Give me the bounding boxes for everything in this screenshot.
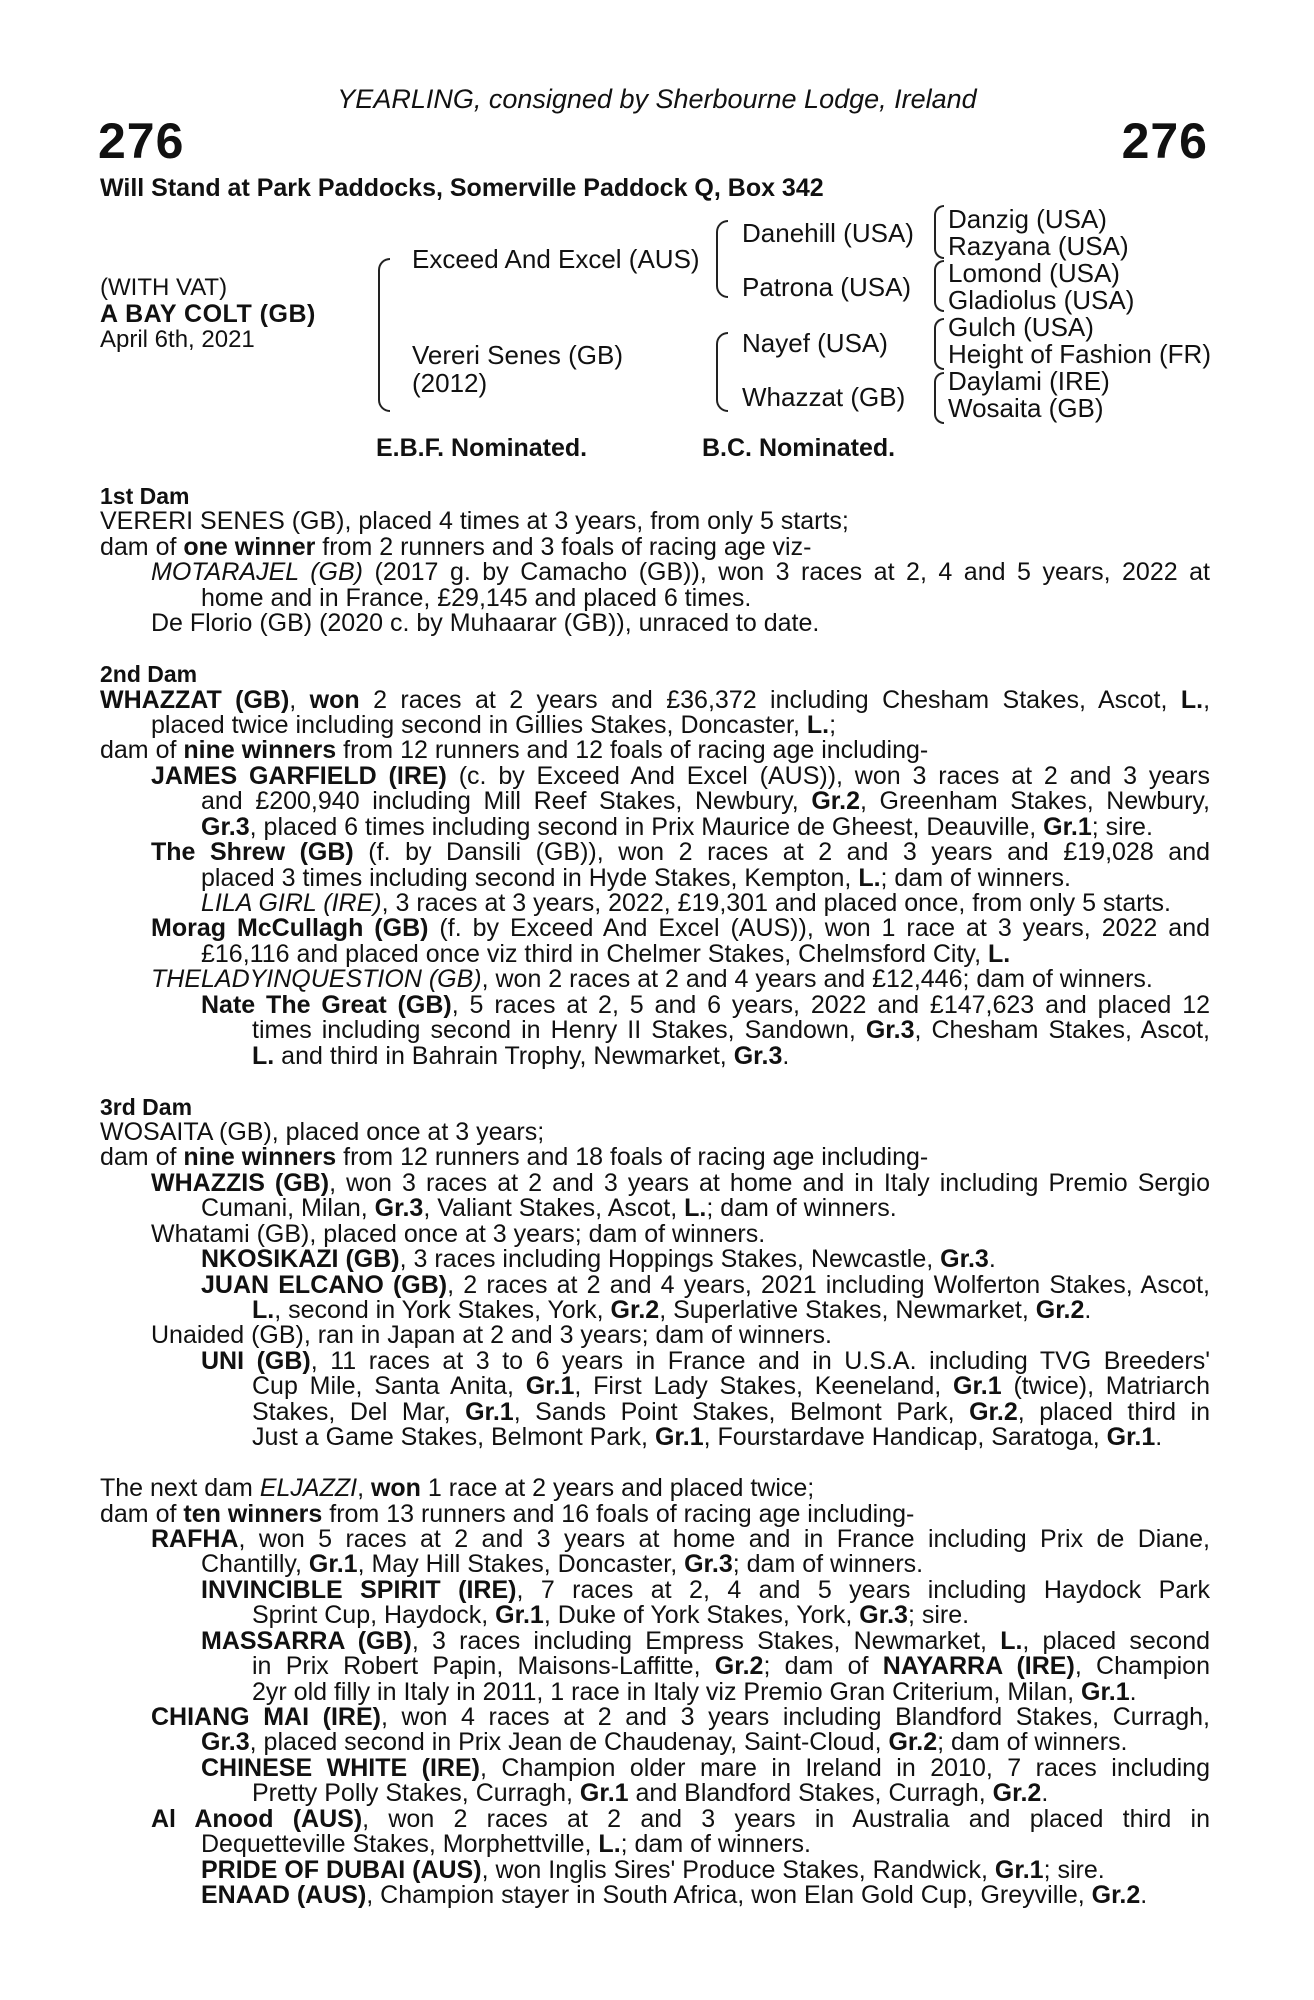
text-run: , won 5 races at 2 and 3 years at home and in France including Prix de Diane, bbox=[238, 1524, 1210, 1553]
bold-text: Gr.1 bbox=[525, 1372, 575, 1401]
bold-text: L. bbox=[1180, 685, 1204, 714]
text-run: , 2 races at 2 and 4 years, 2021 including Wolferton Stakes, Ascot, bbox=[447, 1270, 1210, 1299]
bold-text: Gr.1 bbox=[495, 1601, 544, 1630]
pedigree-brace-sire bbox=[716, 220, 728, 298]
bold-text: one winner bbox=[183, 532, 316, 561]
text-run: (twice), Matriarch bbox=[1001, 1372, 1210, 1401]
bold-text: L. bbox=[252, 1041, 275, 1070]
pedigree-g8: Wosaita (GB) bbox=[948, 393, 1104, 423]
catalogue-line bbox=[100, 1626, 1211, 1655]
text-run: (f. by Exceed And Excel (AUS)), won 1 race at 3 years, 2022 and bbox=[428, 914, 1210, 943]
catalogue-line bbox=[100, 1397, 1210, 1426]
catalogue-line bbox=[100, 939, 1210, 968]
pedigree-g6: Height of Fashion (FR) bbox=[948, 339, 1211, 369]
bold-text: The Shrew (GB) bbox=[151, 838, 354, 867]
bold-text: Gr.2 bbox=[1091, 1881, 1141, 1910]
text-run: and Blandford Stakes, Curragh, bbox=[628, 1779, 993, 1808]
text-run: The next dam bbox=[100, 1474, 260, 1503]
text-run: ; sire. bbox=[1091, 812, 1153, 841]
lot-number-right: 276 bbox=[1121, 113, 1208, 169]
text-run: Pretty Polly Stakes, Curragh, bbox=[252, 1779, 580, 1808]
pedigree-g4: Gladiolus (USA) bbox=[948, 285, 1135, 315]
text-run: , won 2 races at 2 and 3 years in Australia and placed third in bbox=[362, 1804, 1210, 1833]
bold-text: L. bbox=[1000, 1626, 1023, 1655]
bold-text: Gr.2 bbox=[969, 1397, 1018, 1426]
catalogue-line bbox=[100, 761, 1210, 790]
bc-nomination: B.C. Nominated. bbox=[702, 434, 896, 462]
text-run: , First Lady Stakes, Keeneland, bbox=[574, 1372, 953, 1401]
bold-text: Gr.1 bbox=[654, 1423, 704, 1452]
bold-text: Gr.1 bbox=[953, 1372, 1002, 1401]
text-run: . bbox=[988, 1245, 996, 1274]
text-run: Sprint Cup, Haydock, bbox=[252, 1601, 496, 1630]
text-run: ; dam of winners. bbox=[732, 1550, 924, 1579]
catalogue-line bbox=[100, 1323, 1210, 1348]
pedigree-brace-dam bbox=[716, 332, 728, 412]
pedigree-g3: Lomond (USA) bbox=[948, 258, 1120, 288]
text-run: ; dam of winners. bbox=[937, 1728, 1128, 1757]
catalogue-line bbox=[100, 1705, 1210, 1730]
catalogue-line bbox=[100, 710, 1210, 739]
text-run: from 12 runners and 12 foals of racing age including- bbox=[336, 736, 929, 765]
text-run: 2yr old filly in Italy in 2011, 1 race in Italy viz Premio Gran Criterium, Milan, bbox=[252, 1677, 1081, 1706]
catalogue-line bbox=[100, 532, 1210, 561]
bold-text: Gr.3 bbox=[733, 1041, 783, 1070]
catalogue-line bbox=[100, 738, 1210, 763]
text-run: , second in York Stakes, York, bbox=[274, 1296, 611, 1324]
text-run: , Fourstardave Handicap, Saratoga, bbox=[703, 1423, 1107, 1452]
bold-text: Gr.1 bbox=[1043, 812, 1092, 841]
section-gap bbox=[100, 1069, 1210, 1094]
text-run: dam of bbox=[100, 1499, 184, 1528]
catalogue-line bbox=[100, 560, 1210, 585]
text-run: , bbox=[289, 685, 310, 714]
text-run: Chantilly, bbox=[201, 1550, 309, 1579]
bold-text: nine winners bbox=[183, 736, 337, 765]
bold-text: L. bbox=[598, 1830, 621, 1859]
text-run: dam of bbox=[100, 532, 184, 561]
text-run: (c. by Exceed And Excel (AUS)), won 3 races at 2 and 3 years bbox=[446, 761, 1210, 790]
bold-text: ten winners bbox=[183, 1499, 323, 1528]
pedigree-brace-g4 bbox=[934, 372, 944, 424]
text-run: ; sire. bbox=[907, 1601, 970, 1630]
vat-note: (WITH VAT) bbox=[100, 274, 228, 301]
catalogue-line bbox=[100, 1603, 1210, 1628]
bold-text: Gr.3 bbox=[374, 1194, 424, 1223]
text-run: , bbox=[357, 1474, 371, 1503]
text-run: from 12 runners and 18 foals of racing age including- bbox=[336, 1143, 929, 1172]
pedigree-dam: Vereri Senes (GB) bbox=[412, 340, 623, 370]
catalogue-line bbox=[100, 891, 1210, 916]
text-run: Unaided (GB), ran in Japan at 2 and 3 years; dam of winners. bbox=[151, 1321, 832, 1350]
text-run: . bbox=[1129, 1677, 1137, 1706]
text-run: , Champion stayer in South Africa, won Elan Gold Cup, Greyville, bbox=[366, 1881, 1092, 1910]
text-run: . bbox=[1041, 1779, 1049, 1808]
text-run: (f. by Dansili (GB)), won 2 races at 2 and 3 years and £19,028 and bbox=[353, 838, 1210, 867]
bold-text: CHINESE WHITE (IRE) bbox=[201, 1753, 480, 1782]
text-run: . bbox=[1140, 1881, 1148, 1910]
lot-number-left: 276 bbox=[98, 113, 185, 169]
text-run: , bbox=[1203, 685, 1211, 714]
pedigree-sire-dam: Patrona (USA) bbox=[742, 272, 912, 302]
catalogue-line bbox=[100, 1753, 1210, 1782]
text-run: , Superlative Stakes, Newmarket, bbox=[659, 1296, 1036, 1324]
text-run: , Champion older mare in Ireland in 2010, 7 races including bbox=[479, 1753, 1210, 1782]
text-run: £16,116 and placed once viz third in Chelmer Stakes, Chelmsford City, bbox=[201, 939, 988, 968]
text-run: , placed second in Prix Jean de Chaudenay, Saint-Cloud, bbox=[249, 1728, 889, 1757]
text-run: , won 3 races at 2 and 3 years at home and in Italy including Premio Sergio bbox=[329, 1168, 1210, 1197]
bold-text: Gr.1 bbox=[994, 1855, 1044, 1884]
stand-location: Will Stand at Park Paddocks, Somerville Paddock Q, Box 342 bbox=[100, 174, 824, 202]
catalogue-line bbox=[100, 1374, 1210, 1399]
text-run: 1 race at 2 years and placed twice; bbox=[420, 1474, 815, 1503]
text-run: , 3 races at 3 years, 2022, £19,301 and placed once, from only 5 starts. bbox=[381, 889, 1171, 917]
text-run: placed twice including second in Gillies Stakes, Doncaster, bbox=[151, 710, 807, 739]
text-run: , Duke of York Stakes, York, bbox=[543, 1601, 860, 1630]
text-run: , May Hill Stakes, Doncaster, bbox=[357, 1550, 685, 1579]
pedigree-dam-dam: Whazzat (GB) bbox=[742, 382, 906, 412]
catalogue-line bbox=[100, 840, 1210, 865]
bold-text: Nate The Great (GB) bbox=[201, 990, 452, 1019]
text-run: ; dam of bbox=[763, 1652, 883, 1681]
dam-section-heading bbox=[100, 484, 1210, 509]
bold-text: Gr.1 bbox=[308, 1550, 358, 1579]
catalogue-line bbox=[100, 1552, 1210, 1577]
catalogue-line bbox=[100, 1855, 1210, 1884]
italic-text: LILA GIRL (IRE) bbox=[201, 889, 382, 917]
text-run: dam of bbox=[100, 736, 184, 765]
text-run: , Champion bbox=[1074, 1652, 1210, 1681]
text-run: , won 2 races at 2 and 4 years and £12,446; dam of winners. bbox=[481, 965, 1153, 994]
bold-text: Gr.2 bbox=[610, 1296, 660, 1324]
pedigree-dam-sire: Nayef (USA) bbox=[742, 328, 888, 358]
bold-text: RAFHA bbox=[151, 1524, 239, 1553]
bold-text: Gr.3 bbox=[865, 1016, 915, 1045]
bold-text: Gr.3 bbox=[684, 1550, 733, 1579]
text-run: , 5 races at 2, 5 and 6 years, 2022 and £147,623 and placed 12 bbox=[451, 990, 1210, 1019]
catalogue-line bbox=[100, 789, 1210, 814]
pedigree-dam-year: (2012) bbox=[412, 368, 488, 398]
text-run: Just a Game Stakes, Belmont Park, bbox=[252, 1423, 655, 1452]
text-run: 2 races at 2 years and £36,372 including Chesham Stakes, Ascot, bbox=[359, 685, 1181, 714]
dam-section-heading bbox=[100, 662, 1210, 687]
catalogue-line bbox=[100, 1196, 1210, 1221]
bold-text: JAMES GARFIELD (IRE) bbox=[151, 761, 447, 790]
bold-text: Gr.3 bbox=[201, 1728, 250, 1757]
pedigree-g7: Daylami (IRE) bbox=[948, 366, 1110, 396]
catalogue-line bbox=[100, 1041, 1210, 1070]
catalogue-line bbox=[100, 1168, 1210, 1197]
text-run: VERERI SENES (GB), placed 4 times at 3 years, from only 5 starts; bbox=[100, 507, 849, 536]
catalogue-line bbox=[100, 1346, 1210, 1375]
text-run: placed 3 times including second in Hyde Stakes, Kempton, bbox=[201, 863, 859, 892]
catalogue-line bbox=[100, 1499, 1210, 1528]
bold-text: MASSARRA (GB) bbox=[201, 1626, 412, 1655]
bold-text: INVINCIBLE SPIRIT (IRE) bbox=[201, 1575, 517, 1604]
ebf-nomination: E.B.F. Nominated. bbox=[376, 434, 588, 462]
catalogue-line bbox=[100, 1832, 1210, 1857]
text-run: and third in Bahrain Trophy, Newmarket, bbox=[274, 1041, 734, 1070]
text-run: ; bbox=[829, 710, 837, 739]
pedigree-brace-g3 bbox=[934, 318, 944, 370]
bold-text: 1st Dam bbox=[100, 483, 190, 509]
text-run: from 2 runners and 3 foals of racing age viz- bbox=[315, 532, 812, 561]
catalogue-line bbox=[100, 611, 1210, 636]
italic-text: THELADYINQUESTION (GB) bbox=[151, 965, 482, 994]
section-gap bbox=[100, 1451, 1210, 1476]
text-run: , Valiant Stakes, Ascot, bbox=[423, 1194, 685, 1223]
consignment-line: YEARLING, consigned by Sherbourne Lodge, Ireland bbox=[337, 84, 977, 114]
text-run: , Greenham Stakes, Newbury, bbox=[860, 787, 1210, 816]
catalogue-line bbox=[100, 1524, 1210, 1553]
italic-text: ELJAZZI bbox=[259, 1474, 358, 1503]
bold-text: CHIANG MAI (IRE) bbox=[151, 1703, 381, 1731]
horse-name: A BAY COLT (GB) bbox=[100, 300, 316, 328]
catalogue-line bbox=[100, 1145, 1210, 1170]
catalogue-line bbox=[100, 1117, 1210, 1146]
catalogue-line bbox=[100, 1654, 1210, 1679]
catalogue-line bbox=[100, 1677, 1210, 1706]
bold-text: Al Anood (AUS) bbox=[151, 1804, 363, 1833]
catalogue-line bbox=[100, 583, 1210, 612]
text-run: dam of bbox=[100, 1143, 184, 1172]
text-run: Cup Mile, Santa Anita, bbox=[252, 1372, 526, 1401]
text-run: , placed second bbox=[1022, 1626, 1211, 1655]
bold-text: won bbox=[370, 1474, 421, 1503]
text-run: in Prix Robert Papin, Maisons-Laffitte, bbox=[252, 1652, 715, 1681]
bold-text: WHAZZAT (GB) bbox=[100, 685, 290, 714]
bold-text: L. bbox=[858, 863, 881, 892]
text-run: Dequetteville Stakes, Morphettville, bbox=[201, 1830, 599, 1859]
catalogue-line bbox=[100, 509, 1210, 534]
text-run: , placed 6 times including second in Prix Maurice de Gheest, Deauville, bbox=[249, 812, 1044, 841]
catalogue-line bbox=[100, 1270, 1210, 1299]
bold-text: Gr.2 bbox=[714, 1652, 764, 1681]
bold-text: PRIDE OF DUBAI (AUS) bbox=[201, 1855, 482, 1884]
text-run: , won Inglis Sires' Produce Stakes, Randwick, bbox=[481, 1855, 995, 1884]
text-run: De Florio (GB) (2020 c. by Muhaarar (GB)), unraced to date. bbox=[151, 609, 820, 638]
text-run: Stakes, Del Mar, bbox=[252, 1397, 466, 1426]
bold-text: L. bbox=[806, 710, 830, 739]
catalogue-line bbox=[100, 863, 1210, 892]
catalogue-line bbox=[100, 1476, 1210, 1501]
text-run: , 7 races at 2, 4 and 5 years including Haydock Park bbox=[516, 1575, 1210, 1604]
text-run: WOSAITA (GB), placed once at 3 years; bbox=[100, 1117, 545, 1146]
bold-text: UNI (GB) bbox=[201, 1346, 311, 1375]
catalogue-line bbox=[100, 1018, 1210, 1043]
text-run: (2017 g. by Camacho (GB)), won 3 races at 2, 4 and 5 years, 2022 at bbox=[363, 558, 1210, 587]
bold-text: L. bbox=[684, 1194, 707, 1223]
bold-text: Gr.2 bbox=[1035, 1296, 1085, 1324]
text-run: , 3 races including Empress Stakes, Newmarket, bbox=[411, 1626, 1001, 1655]
bold-text: nine winners bbox=[183, 1143, 337, 1172]
catalogue-line bbox=[100, 990, 1210, 1019]
bold-text: L. bbox=[252, 1296, 275, 1324]
bold-text: Gr.2 bbox=[888, 1728, 938, 1757]
text-run: . bbox=[782, 1041, 790, 1070]
bold-text: JUAN ELCANO (GB) bbox=[201, 1270, 448, 1299]
text-run: . bbox=[1155, 1423, 1163, 1452]
pedigree-sire: Exceed And Excel (AUS) bbox=[412, 244, 700, 274]
bold-text: Gr.3 bbox=[201, 812, 250, 841]
pedigree-sire-sire: Danehill (USA) bbox=[742, 218, 914, 248]
text-run: ; dam of winners. bbox=[620, 1830, 811, 1859]
text-run: Cumani, Milan, bbox=[201, 1194, 375, 1223]
section-gap bbox=[100, 637, 1210, 662]
catalogue-line bbox=[100, 1804, 1210, 1833]
bold-text: Gr.3 bbox=[940, 1245, 989, 1274]
bold-text: won bbox=[309, 685, 360, 714]
text-run: ; sire. bbox=[1043, 1855, 1105, 1884]
catalogue-line bbox=[100, 916, 1210, 941]
pedigree-brace-g2 bbox=[934, 260, 944, 312]
catalogue-line bbox=[100, 967, 1210, 992]
pedigree-brace-g1 bbox=[934, 205, 944, 259]
text-run: , Chesham Stakes, Ascot, bbox=[914, 1016, 1211, 1045]
bold-text: 3rd Dam bbox=[100, 1093, 193, 1120]
text-run: home and in France, £29,145 and placed 6 times. bbox=[201, 583, 752, 612]
text-run: , Sands Point Stakes, Belmont Park, bbox=[513, 1397, 970, 1426]
catalogue-line bbox=[100, 1425, 1210, 1450]
catalogue-line bbox=[100, 1781, 1210, 1806]
catalogue-line bbox=[100, 1219, 1210, 1248]
text-run: . bbox=[1084, 1296, 1092, 1324]
bold-text: Gr.3 bbox=[859, 1601, 908, 1630]
catalogue-line bbox=[100, 1883, 1210, 1908]
pedigree-g1: Danzig (USA) bbox=[948, 204, 1107, 234]
catalogue-body bbox=[100, 484, 1210, 1909]
bold-text: Gr.1 bbox=[465, 1397, 514, 1426]
bold-text: Gr.1 bbox=[579, 1779, 629, 1808]
bold-text: Gr.2 bbox=[811, 787, 860, 816]
dam-section-heading bbox=[100, 1095, 1210, 1120]
text-run: , won 4 races at 2 and 3 years including Blandford Stakes, Curragh, bbox=[380, 1703, 1210, 1731]
bold-text: NKOSIKAZI (GB) bbox=[201, 1245, 400, 1274]
pedigree-g5: Gulch (USA) bbox=[948, 312, 1094, 342]
bold-text: Gr.1 bbox=[1106, 1423, 1156, 1452]
catalogue-line bbox=[100, 1575, 1210, 1604]
bold-text: Morag McCullagh (GB) bbox=[151, 914, 429, 943]
text-run: times including second in Henry II Stakes, Sandown, bbox=[252, 1016, 866, 1045]
pedigree-g2: Razyana (USA) bbox=[948, 231, 1129, 261]
bold-text: NAYARRA (IRE) bbox=[882, 1652, 1075, 1681]
bold-text: Gr.2 bbox=[992, 1779, 1042, 1808]
italic-text: MOTARAJEL (GB) bbox=[151, 558, 363, 587]
text-run: and £200,940 including Mill Reef Stakes, Newbury, bbox=[201, 787, 812, 816]
text-run: from 13 runners and 16 foals of racing age including- bbox=[322, 1499, 915, 1528]
catalogue-line bbox=[100, 812, 1210, 841]
text-run: Whatami (GB), placed once at 3 years; dam of winners. bbox=[151, 1219, 766, 1248]
text-run: , 3 races including Hoppings Stakes, Newcastle, bbox=[399, 1245, 941, 1274]
foaling-date: April 6th, 2021 bbox=[100, 326, 255, 353]
text-run: , placed third in bbox=[1017, 1397, 1210, 1426]
pedigree-brace-main bbox=[378, 258, 390, 412]
bold-text: L. bbox=[987, 939, 1011, 968]
catalogue-line bbox=[100, 1298, 1210, 1323]
bold-text: ENAAD (AUS) bbox=[201, 1881, 367, 1910]
bold-text: WHAZZIS (GB) bbox=[151, 1168, 330, 1197]
bold-text: Gr.1 bbox=[1081, 1677, 1130, 1706]
text-run: , 11 races at 3 to 6 years in France and in U.S.A. including TVG Breeders' bbox=[310, 1346, 1210, 1375]
catalogue-line bbox=[100, 1247, 1210, 1272]
text-run: ; dam of winners. bbox=[706, 1194, 897, 1223]
catalogue-line bbox=[100, 685, 1211, 714]
bold-text: 2nd Dam bbox=[100, 661, 198, 688]
text-run: ; dam of winners. bbox=[880, 863, 1071, 892]
catalogue-line bbox=[100, 1730, 1210, 1755]
